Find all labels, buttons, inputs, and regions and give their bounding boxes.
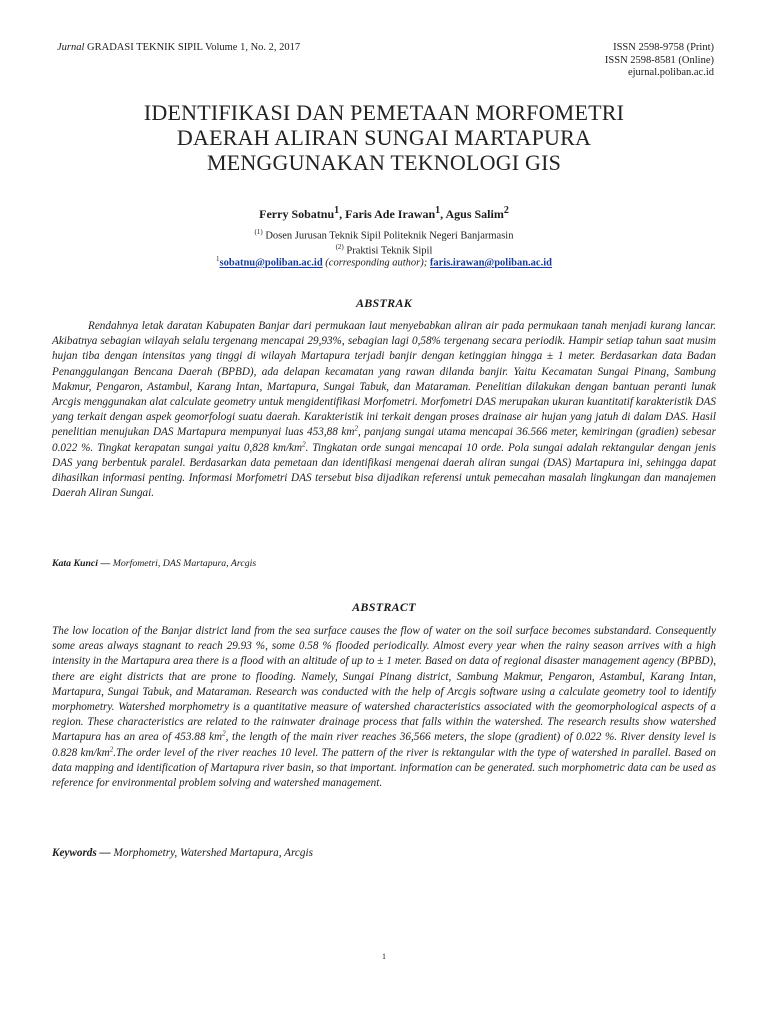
abstract-text: .The order level of the river reaches 10 level. The pattern of the river is rektangular with the type of watershed in parallel. Based on data mapping and identification of Martapura river basin, so that important. information can be generated. such morphometric data can be used as reference for environmental problem solving and watershed management. (52, 746, 717, 790)
abstrak-heading: ABSTRAK (355, 296, 413, 310)
author-sup: 2 (503, 205, 509, 216)
title-line-3: MENGGUNAKAN TEKNOLOGI GIS (206, 150, 562, 175)
email-mark: 1 (216, 255, 220, 263)
affiliation-mark: (1) (254, 228, 263, 236)
journal-word: Jurnal (57, 42, 85, 53)
abstrak-text: . Tingkatan orde sungai mencapai 10 orde. Pola sungai adalah rektangular dengan jenis DAS yang berbentuk paralel. Berdasarkan data pemetaan dan identifikasi mengenai daerah aliran sungai (DAS) Martapura ini, sehingga dapat dihasilkan informasi penting. Informasi Morfometri DAS tersebut bisa dijadikan referensi untuk pemecahan masalah lingkungan dan manajemen Daerah Aliran Sungai. (52, 441, 716, 500)
abstrak-text: , panjang sungai utama mencapai 36.566 meter, kemiringan (gradien) sebesar 0.022 %. Tingkat kerapatan sungai yaitu 0,828 km/km (52, 426, 716, 454)
email-line (0, 252, 768, 271)
journal-website: ejurnal.poliban.ac.id (627, 67, 714, 78)
issn-block (605, 42, 714, 80)
author-separator: , (339, 207, 346, 221)
keywords (52, 847, 313, 859)
paper-title (40, 100, 728, 175)
abstrak-body (52, 319, 716, 501)
superscript: 2 (302, 439, 306, 448)
title-line-1: IDENTIFIKASI DAN PEMETAAN MORFOMETRI (143, 100, 625, 125)
keywords-label: Kata Kunci — (52, 558, 111, 569)
affiliation-text: Dosen Jurusan Teknik Sipil Politeknik Negeri Banjarmasin (265, 230, 514, 242)
author-name: Agus Salim (445, 207, 504, 221)
title-line-2: DAERAH ALIRAN SUNGAI MARTAPURA (176, 125, 592, 150)
abstrak-text: Rendahnya letak daratan Kabupaten Banjar dari permukaan laut menyebabkan aliran air pada permukaan tanah menjadi kurang lancar. Akibatnya sebagian wilayah selalu tergenang mencapai 29,93%, sebagian lagi 0,58% tergenang secara periodik. Hampir setiap tahun saat musim hujan tiba dengan intensitas yang tinggi di wilayah Martapura terjadi banjir dengan ketinggian hingga ± 1 meter. Berdasarkan data Badan Penanggulangan Bencana Daerah (BPBD), ada delapan kecamatan yang rawan dilanda banjir. Yaitu Kecamatan Sungai Pinang, Sambung Makmur, Pengaron, Astambul, Karang Intan, Martapura, Sungai Tabuk, dan Mataraman. Penelitian dilakukan dengan bantuan peranti lunak Arcgis menggunakan alat calculate geometry untuk mengidentifikasi Morfometri. Morfometri DAS merupakan ukuran kuantitatif karakteristik DAS yang terkait dengan aspek geomorfologi suatu daerah. Karakteristik ini terkait dengan proses drainase air hujan yang jatuh di dalam DAS. Hasil penelitian menujukan DAS Martapura mempunyai luas 453,88 km (52, 320, 716, 439)
keywords-text: Morphometry, Watershed Martapura, Arcgis (113, 847, 313, 859)
superscript: 2 (354, 424, 358, 433)
author-separator: , (440, 207, 446, 221)
journal-header (57, 42, 300, 53)
email-link-2[interactable]: faris.irawan@poliban.ac.id (429, 257, 552, 269)
author-name: Faris Ade Irawan (345, 207, 436, 221)
author-name: Ferry Sobatnu (259, 207, 335, 221)
abstract-body (52, 624, 716, 791)
author-sup: 1 (435, 205, 441, 216)
kata-kunci (52, 558, 256, 569)
keywords-text: Morfometri, DAS Martapura, Arcgis (112, 558, 257, 569)
abstract-text: The low location of the Banjar district land from the sea surface causes the flow of water on the soil surface becomes substandard. Consequently some areas always stagnant to reach 29.93 %, some 0.58 % flooded periodically. Almost every year when the rainy season arrives with a high intensity in the Martapura area there is a flood with an altitude of up to ± 1 meter. Based on data of regional disaster management agency (BPBD), there are eight districts that are prone to flooding. Namely, Sungai Pinang district, Sambung Makmur, Pengaron, Astambul, Karang Intan, Martapura, Sungai Tabuk, and Mataraman. Research was conducted with the help of Arcgis software using a calculate geometry tool to identify morphometry. Watershed morphometry is a quantitative measure of watershed characteristics associated with the geomorphological aspects of a region. These characteristics are related to the rainwater drainage process that falls within the watershed. The research results show watershed Martapura has an area of 453.88 km (52, 625, 716, 744)
issn-print: ISSN 2598-9758 (Print) (613, 42, 714, 53)
keywords-label: Keywords — (52, 847, 111, 859)
page-number: 1 (382, 952, 386, 961)
superscript: 2 (109, 744, 114, 753)
affiliation-mark: (2) (335, 243, 344, 251)
issn-online: ISSN 2598-8581 (Online) (604, 54, 714, 66)
abstract-heading: ABSTRACT (352, 600, 416, 614)
email-link-1[interactable]: sobatnu@poliban.ac.id (219, 257, 323, 269)
affiliation-text: Praktisi Teknik Sipil (346, 245, 433, 257)
author-list (0, 205, 768, 222)
journal-info: GRADASI TEKNIK SIPIL Volume 1, No. 2, 2017 (87, 42, 301, 53)
superscript: 2 (222, 729, 226, 738)
corresponding-note: (corresponding author); (325, 257, 428, 269)
author-sup: 1 (334, 205, 340, 216)
abstract-text: , the length of the main river reaches 36,566 meters, the slope (gradient) of 0.022 %. River density level is 0.828 km/km (52, 731, 717, 759)
